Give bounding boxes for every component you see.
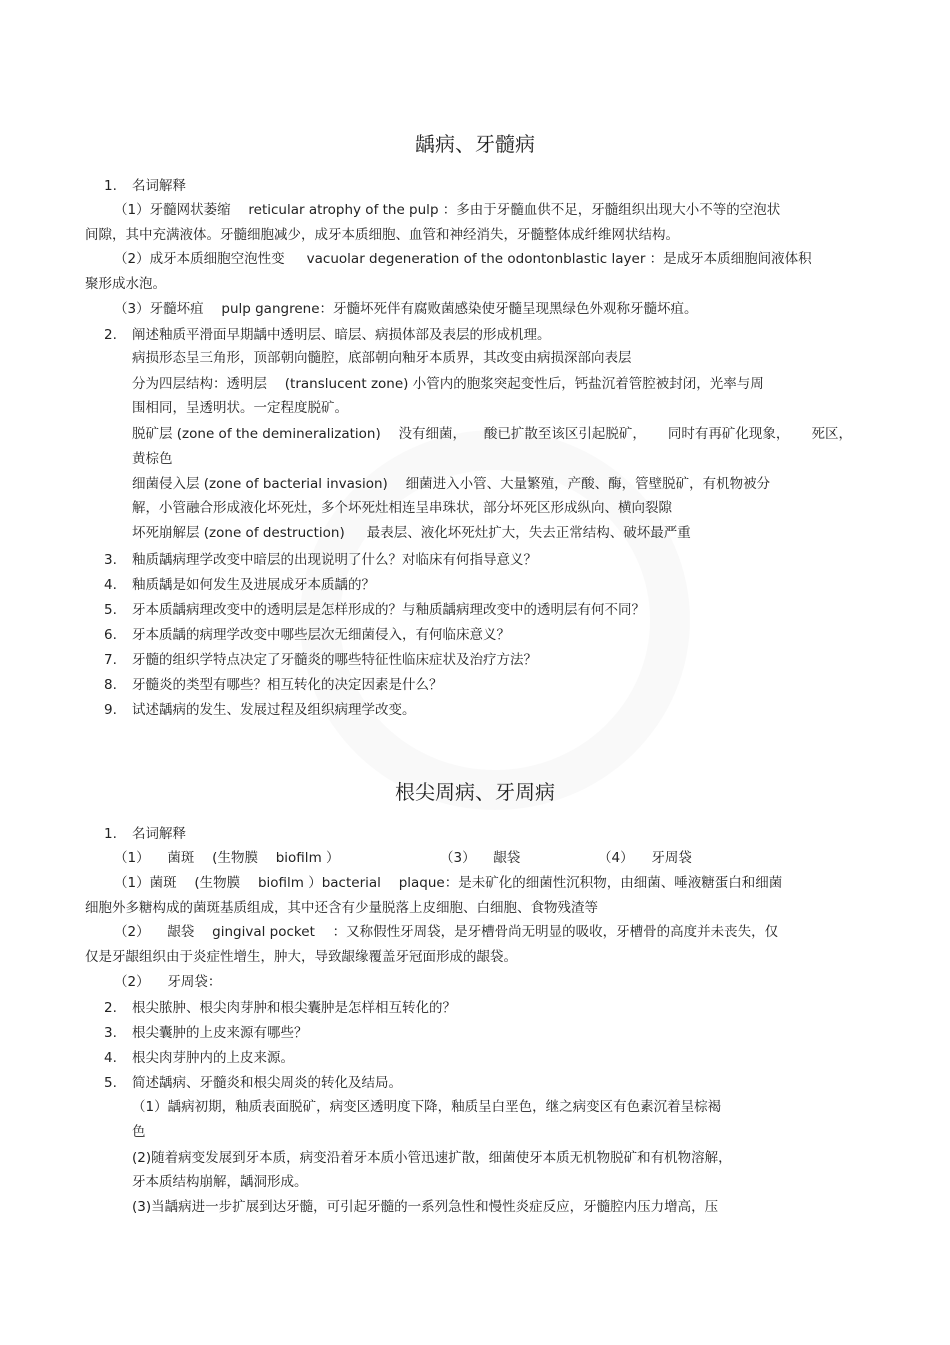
s2-term-biofilm: （1） 菌斑 (生物膜 biofilm ） xyxy=(114,850,340,866)
s1-q2-answer-line: 分为四层结构：透明层 (translucent zone) 小管内的胞浆突起变性后，钙盐沉着管腔被封闭，光率与周 xyxy=(132,376,764,392)
s1-question-text: 釉质龋病理学改变中暗层的出现说明了什么？对临床有何指导意义？ xyxy=(132,552,537,568)
s2-q5-answer-line: (2)随着病变发展到牙本质，病变沿着牙本质小管迅速扩散，细菌使牙本质无机物脱矿和有机物溶解， xyxy=(132,1150,732,1166)
s1-def1-line: （1）牙髓网状萎缩 reticular atrophy of the pulp ：多由于牙髓血供不足，牙髓组织出现大小不等的空泡状 xyxy=(114,202,781,218)
s1-question-number: 5. xyxy=(104,602,117,618)
s2-def1-line: （1）菌斑 (生物膜 biofilm ）bacterial plaque：是未矿化的细菌性沉积物，由细菌、唾液糖蛋白和细菌 xyxy=(114,875,783,891)
s1-q2-answer-line: 脱矿层 (zone of the demineralization) 没有细菌， 酸已扩散至该区引起脱矿， 同时有再矿化现象， 死区， xyxy=(132,426,853,442)
s1-q2-text: 阐述釉质平滑面早期龋中透明层、暗层、病损体部及表层的形成机理。 xyxy=(132,327,551,343)
s2-question-number: 5. xyxy=(104,1075,117,1091)
s2-term-periodontal-pocket: （4） 牙周袋 xyxy=(598,850,692,866)
s2-question-text: 根尖肉芽肿内的上皮来源。 xyxy=(132,1050,294,1066)
s1-q1-label: 名词解释 xyxy=(132,178,186,194)
s1-def3-line: （3）牙髓坏疽 pulp gangrene：牙髓坏死伴有腐败菌感染使牙髓呈现黑绿色外观称牙髓坏疽。 xyxy=(114,301,698,317)
s2-def1-line: 细胞外多糖构成的菌斑基质组成，其中还含有少量脱落上皮细胞、白细胞、食物残渣等 xyxy=(85,900,598,916)
s2-q5-answer-line: (3)当龋病进一步扩展到达牙髓，可引起牙髓的一系列急性和慢性炎症反应，牙髓腔内压力增高，压 xyxy=(132,1199,719,1215)
section1-title: 龋病、牙髓病 xyxy=(415,132,535,156)
s2-question-text: 根尖脓肿、根尖肉芽肿和根尖囊肿是怎样相互转化的？ xyxy=(132,1000,456,1016)
s2-q5-answer-line: （1）龋病初期，釉质表面脱矿，病变区透明度下降，釉质呈白垩色，继之病变区有色素沉着呈棕褐 xyxy=(132,1099,722,1115)
s2-question-text: 简述龋病、牙髓炎和根尖周炎的转化及结局。 xyxy=(132,1075,402,1091)
s1-question-text: 牙本质龋的病理学改变中哪些层次无细菌侵入，有何临床意义？ xyxy=(132,627,510,643)
s1-q2-answer-line: 围相同，呈透明状。一定程度脱矿。 xyxy=(132,400,348,416)
s2-term-gingival-pocket: （3） 龈袋 xyxy=(440,850,521,866)
s1-question-text: 牙本质龋病理改变中的透明层是怎样形成的？与釉质龋病理改变中的透明层有何不同？ xyxy=(132,602,645,618)
s2-q1-number: 1. xyxy=(104,826,117,842)
s2-question-text: 根尖囊肿的上皮来源有哪些？ xyxy=(132,1025,308,1041)
s1-q2-answer-line: 细菌侵入层 (zone of bacterial invasion) 细菌进入小管、大量繁殖，产酸、酶，管壁脱矿，有机物被分 xyxy=(132,476,771,492)
s2-def2-line: （2） 龈袋 gingival pocket ：又称假性牙周袋，是牙槽骨尚无明显的吸收，牙槽骨的高度并未丧失，仅 xyxy=(114,924,779,940)
s1-question-text: 试述龋病的发生、发展过程及组织病理学改变。 xyxy=(132,702,416,718)
s2-question-number: 2. xyxy=(104,1000,117,1016)
s1-def2-line: 聚形成水泡。 xyxy=(85,276,166,292)
s1-question-number: 8. xyxy=(104,677,117,693)
s2-q1-label: 名词解释 xyxy=(132,826,186,842)
section2-title: 根尖周病、牙周病 xyxy=(395,780,555,804)
s1-question-number: 7. xyxy=(104,652,117,668)
s1-question-number: 3. xyxy=(104,552,117,568)
s1-q2-answer-line: 解，小管融合形成液化坏死灶，多个坏死灶相连呈串珠状，部分坏死区形成纵向、横向裂隙 xyxy=(132,500,672,516)
s1-q2-answer-line: 坏死崩解层 (zone of destruction) 最表层、液化坏死灶扩大，失去正常结构、破坏最严重 xyxy=(132,525,691,541)
s1-q2-number: 2. xyxy=(104,327,117,343)
s1-question-text: 牙髓的组织学特点决定了牙髓炎的哪些特征性临床症状及治疗方法？ xyxy=(132,652,537,668)
s1-question-number: 6. xyxy=(104,627,117,643)
s1-question-text: 牙髓炎的类型有哪些？相互转化的决定因素是什么？ xyxy=(132,677,443,693)
s1-q2-answer-line: 黄棕色 xyxy=(132,451,173,467)
s2-q5-answer-line: 色 xyxy=(132,1124,146,1140)
s2-q5-answer-line: 牙本质结构崩解，龋洞形成。 xyxy=(132,1174,308,1190)
s2-question-number: 4. xyxy=(104,1050,117,1066)
s1-question-number: 4. xyxy=(104,577,117,593)
s1-def2-line: （2）成牙本质细胞空泡性变 vacuolar degeneration of the odontonblastic layer ：是成牙本质细胞间液体积 xyxy=(114,251,812,267)
s2-question-number: 3. xyxy=(104,1025,117,1041)
s1-question-number: 9. xyxy=(104,702,117,718)
s1-q1-number: 1. xyxy=(104,178,117,194)
s2-def2-line: 仅是牙龈组织由于炎症性增生，肿大，导致龈缘覆盖牙冠面形成的龈袋。 xyxy=(85,949,517,965)
s2-def3-line: （2） 牙周袋： xyxy=(114,974,222,990)
s1-def1-line: 间隙，其中充满液体。牙髓细胞减少，成牙本质细胞、血管和神经消失，牙髓整体成纤维网状结构。 xyxy=(85,227,679,243)
s1-q2-answer-line: 病损形态呈三角形，顶部朝向髓腔，底部朝向釉牙本质界，其改变由病损深部向表层 xyxy=(132,350,632,366)
s1-question-text: 釉质龋是如何发生及进展成牙本质龋的？ xyxy=(132,577,375,593)
